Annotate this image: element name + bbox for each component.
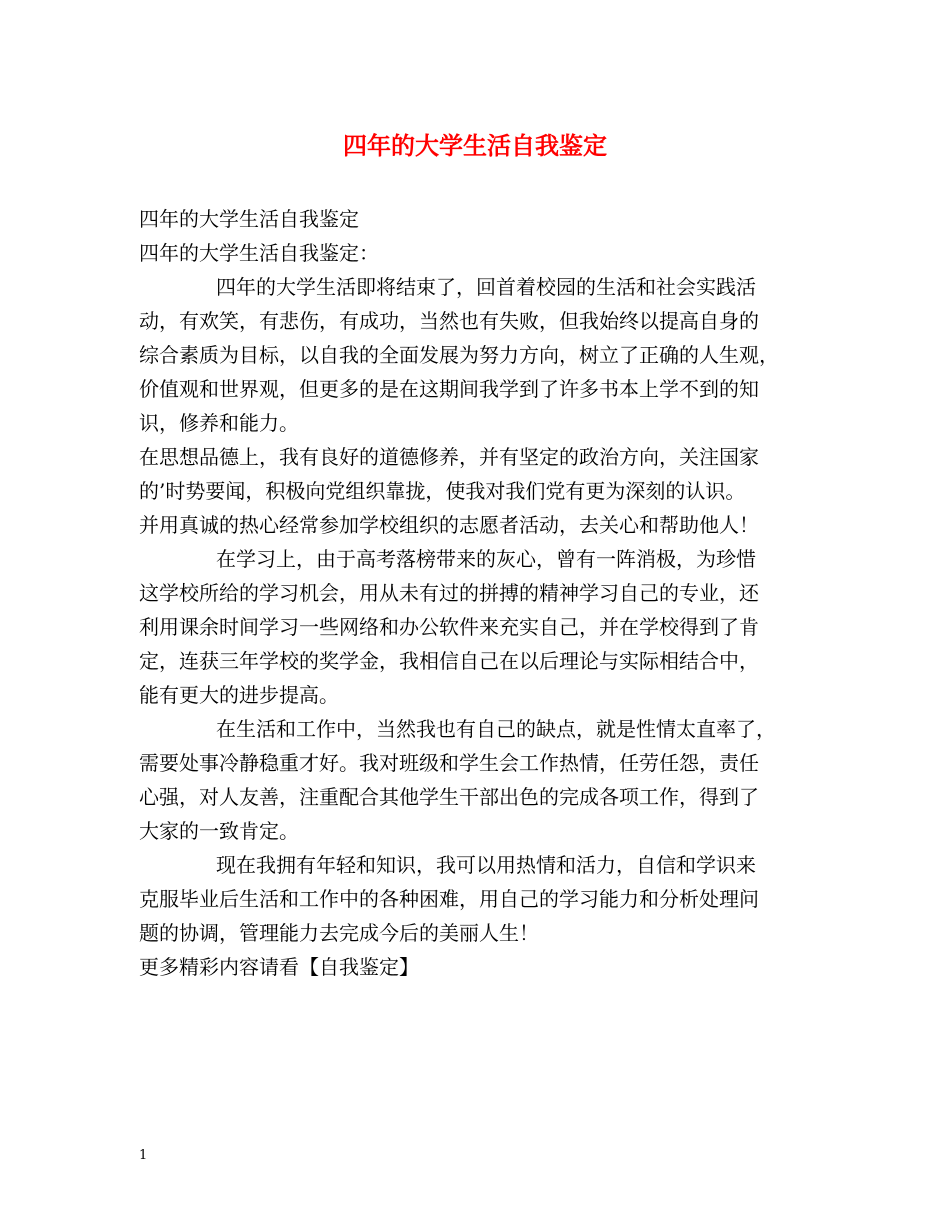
text-line: 四年的大学生活即将结束了，回首着校园的生活和社会实践活	[216, 275, 756, 299]
text-line: 心强，对人友善，注重配合其他学生干部出色的完成各项工作，得到了	[139, 785, 759, 809]
text-line: 定，连获三年学校的奖学金，我相信自己在以后理论与实际相结合中，	[139, 649, 759, 673]
page-number: 1	[139, 1148, 148, 1163]
text-line: 价值观和世界观，但更多的是在这期间我学到了许多书本上学不到的知	[139, 377, 759, 401]
text-line: 大家的一致肯定。	[139, 819, 299, 843]
text-line: 并用真诚的热心经常参加学校组织的志愿者活动，去关心和帮助他人！	[139, 513, 759, 537]
more-content-link[interactable]: 更多精彩内容请看【自我鉴定】	[139, 955, 419, 979]
text-line: 需要处事冷静稳重才好。我对班级和学生会工作热情，任劳任怨，责任	[139, 751, 759, 775]
text-line: 综合素质为目标，以自我的全面发展为努力方向，树立了正确的人生观，	[139, 343, 779, 367]
text-line: 在学习上，由于高考落榜带来的灰心，曾有一阵消极，为珍惜	[216, 547, 756, 571]
document-body	[139, 202, 827, 984]
text-line: 四年的大学生活自我鉴定	[139, 207, 359, 231]
text-line: 这学校所给的学习机会，用从未有过的拼搏的精神学习自己的专业，还	[139, 581, 759, 605]
text-line: 动，有欢笑，有悲伤，有成功，当然也有失败，但我始终以提高自身的	[139, 309, 759, 333]
text-line: 识，修养和能力。	[139, 411, 299, 435]
text-line: 题的协调，管理能力去完成今后的美丽人生！	[139, 921, 539, 945]
document-title: 四年的大学生活自我鉴定	[343, 131, 607, 160]
text-line: 的’时势要闻，积极向党组织靠拢，使我对我们党有更为深刻的认识。	[139, 479, 746, 503]
text-line: 利用课余时间学习一些网络和办公软件来充实自己，并在学校得到了肯	[139, 615, 759, 639]
text-line: 现在我拥有年轻和知识，我可以用热情和活力，自信和学识来	[216, 853, 756, 877]
text-line: 在生活和工作中，当然我也有自己的缺点，就是性情太直率了，	[216, 717, 776, 741]
text-line: 四年的大学生活自我鉴定：	[139, 241, 379, 265]
text-line: 克服毕业后生活和工作中的各种困难，用自己的学习能力和分析处理问	[139, 887, 759, 911]
text-line: 能有更大的进步提高。	[139, 683, 339, 707]
text-line: 在思想品德上，我有良好的道德修养，并有坚定的政治方向，关注国家	[139, 445, 759, 469]
